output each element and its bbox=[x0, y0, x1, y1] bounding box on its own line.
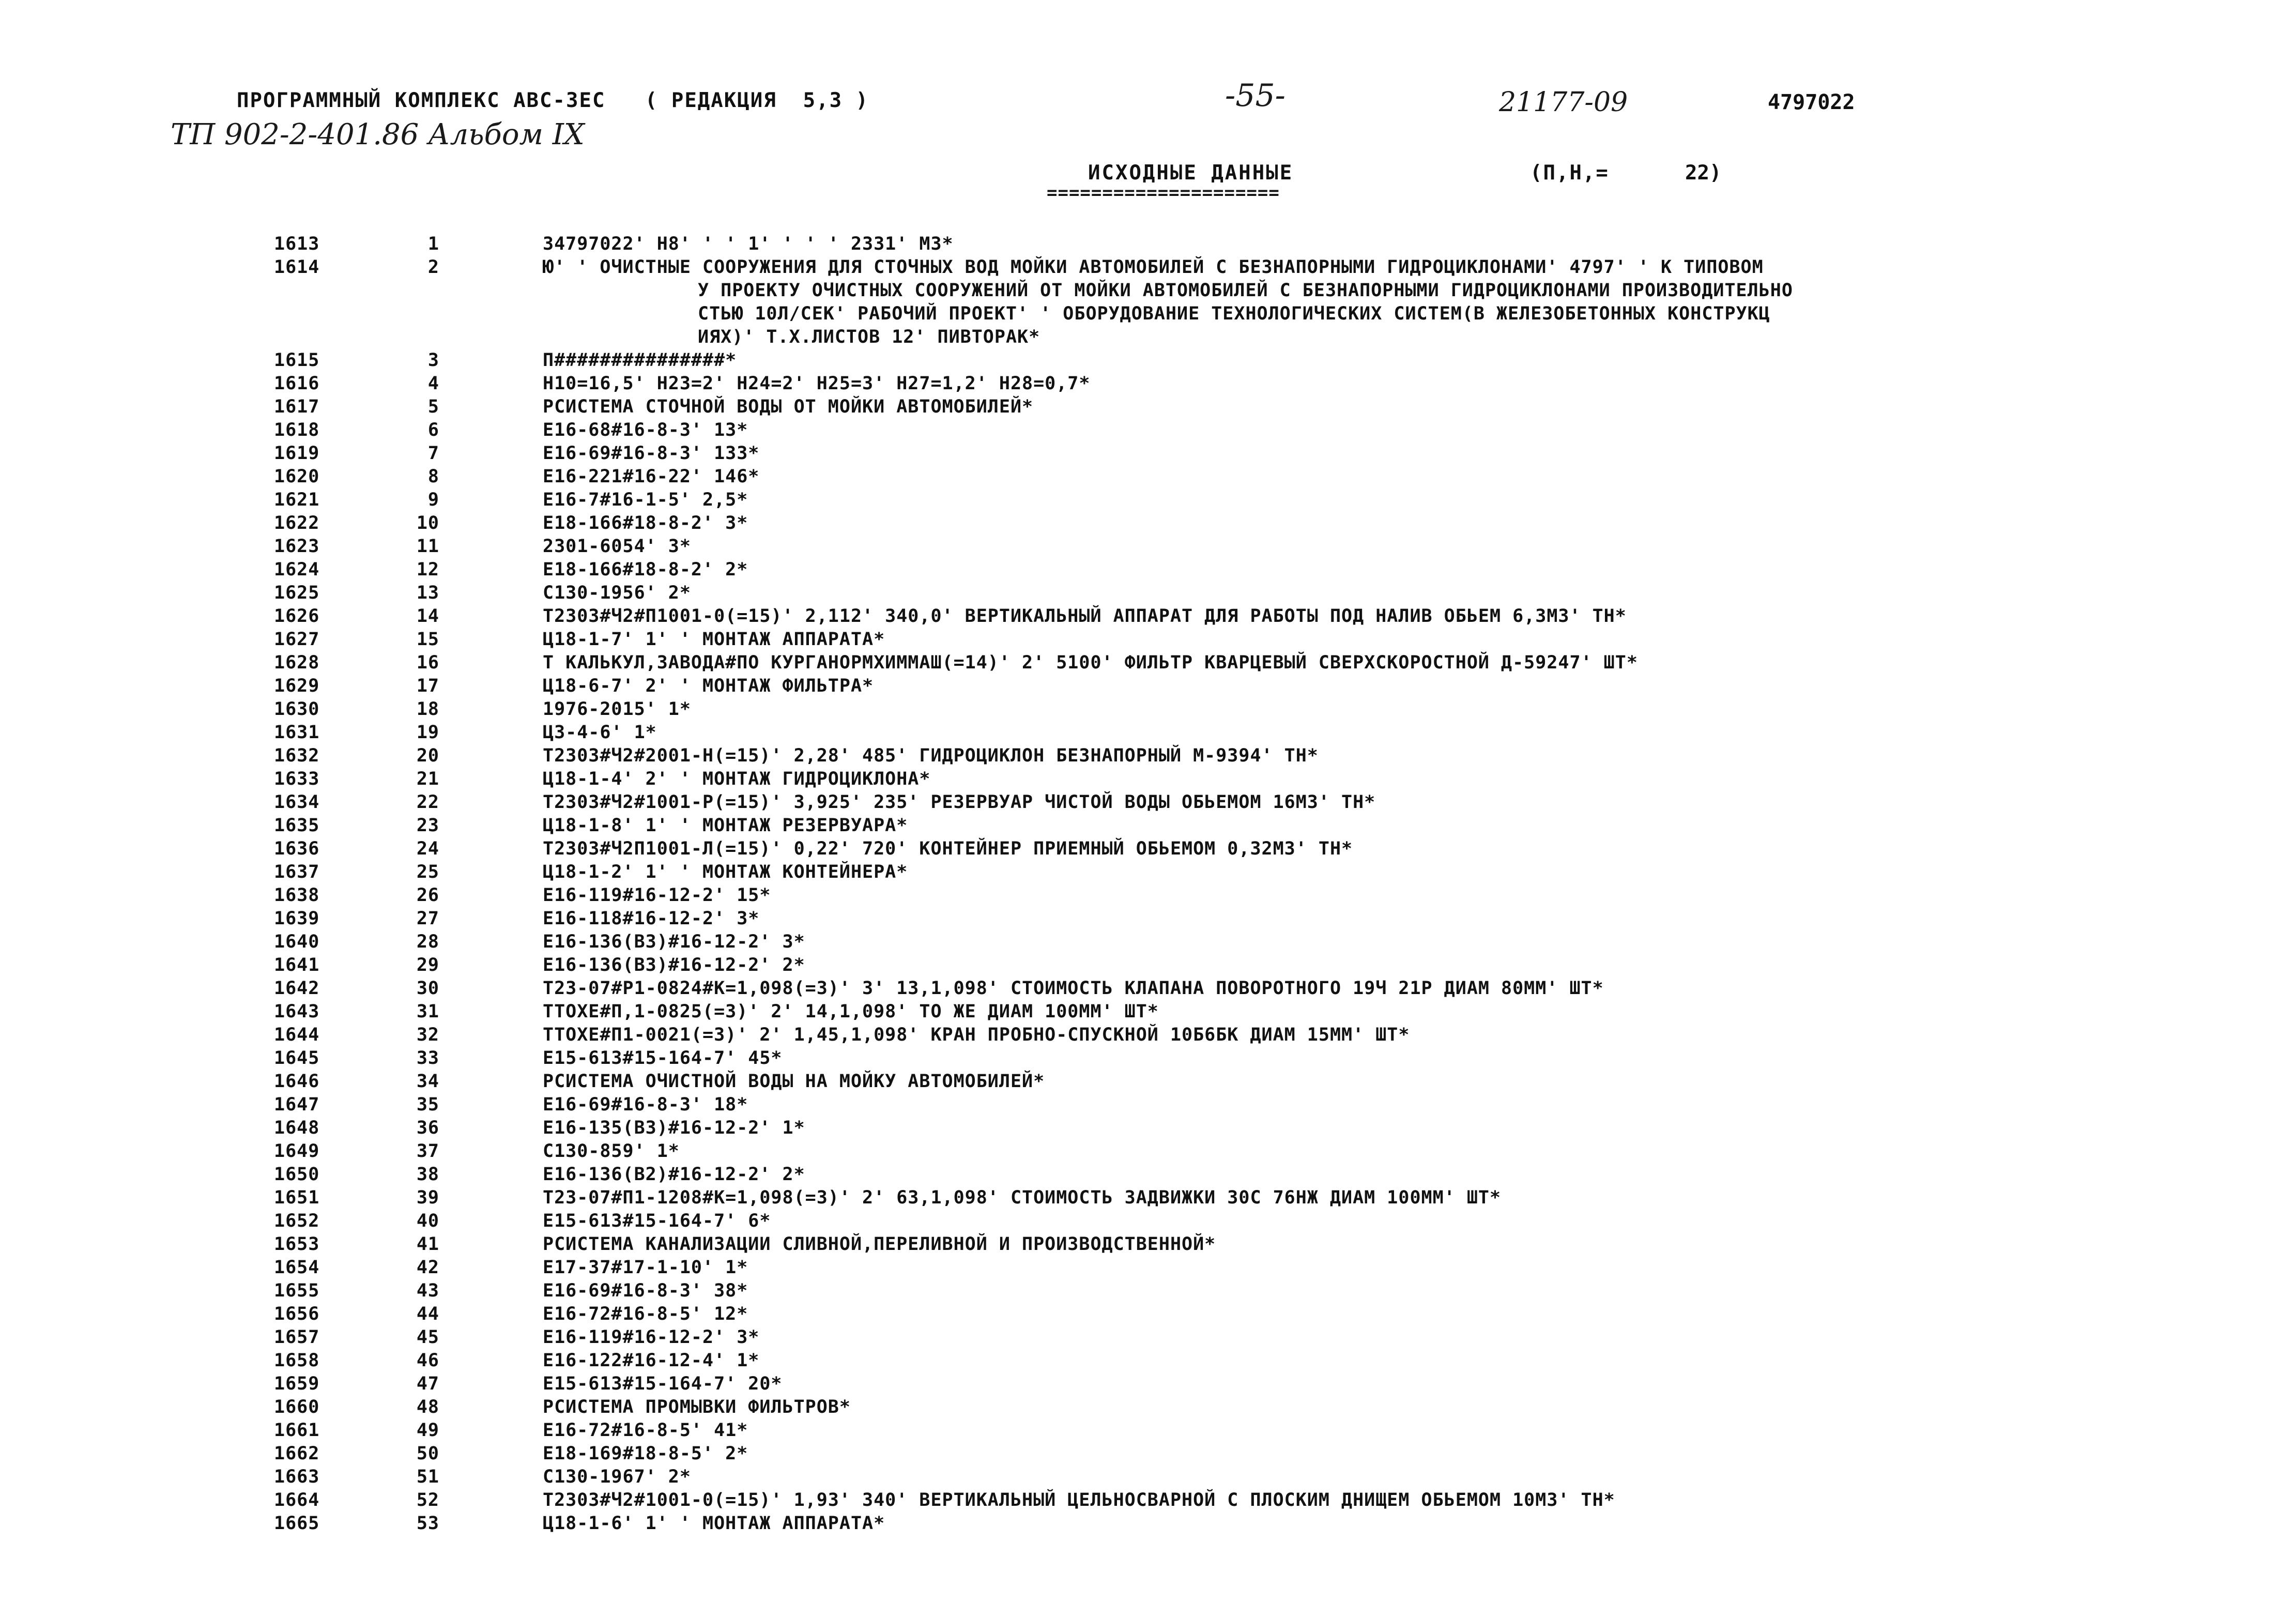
record-text-line: 1976-2015' 1* bbox=[543, 699, 691, 720]
line-index: 21 bbox=[416, 769, 439, 789]
line-index: 28 bbox=[416, 932, 439, 952]
record-text bbox=[543, 1349, 2109, 1372]
listing-row bbox=[0, 582, 2296, 605]
line-index: 27 bbox=[416, 908, 439, 929]
record-text-line: РСИСТЕМА ОЧИСТНОЙ ВОДЫ НА МОЙКУ АВТОМОБИЛЕЙ* bbox=[543, 1071, 1045, 1092]
line-index: 38 bbox=[416, 1164, 439, 1185]
record-text bbox=[543, 768, 2109, 791]
record-text bbox=[543, 1419, 2109, 1442]
record-text-line: Е16-119#16-12-2' 3* bbox=[543, 1327, 760, 1348]
line-index: 11 bbox=[416, 536, 439, 557]
line-index: 19 bbox=[416, 722, 439, 743]
record-text-line: Н10=16,5' Н23=2' Н24=2' Н25=3' Н27=1,2' Н28=0,7* bbox=[543, 373, 1091, 394]
listing-row bbox=[0, 884, 2296, 907]
record-number: 1630 bbox=[274, 699, 320, 720]
record-text bbox=[543, 1466, 2109, 1489]
record-number: 1625 bbox=[274, 583, 320, 603]
record-number: 1617 bbox=[274, 396, 320, 417]
record-text bbox=[543, 675, 2109, 698]
line-index: 20 bbox=[416, 745, 439, 766]
record-number: 1619 bbox=[274, 443, 320, 464]
record-text bbox=[543, 1326, 2109, 1349]
record-text bbox=[543, 1140, 2109, 1163]
line-index: 1 bbox=[427, 234, 439, 254]
line-index: 48 bbox=[416, 1397, 439, 1417]
record-text bbox=[543, 419, 2109, 442]
record-text bbox=[543, 349, 2109, 372]
line-index: 46 bbox=[416, 1350, 439, 1371]
record-text bbox=[543, 372, 2109, 395]
record-text-continuation: СТЬЮ 10Л/СЕК' РАБОЧИЙ ПРОЕКТ' ' ОБОРУДОВАНИЕ ТЕХНОЛОГИЧЕСКИХ СИСТЕМ(В ЖЕЛЕЗОБЕТОННЫХ КОНСТРУКЦ bbox=[698, 303, 1770, 324]
record-number: 1636 bbox=[274, 838, 320, 859]
listing-row bbox=[0, 1186, 2296, 1210]
page-number: -55- bbox=[1225, 78, 1285, 114]
record-number: 1613 bbox=[274, 234, 320, 254]
listing-row bbox=[0, 489, 2296, 512]
record-number: 1641 bbox=[274, 955, 320, 975]
listing-row bbox=[0, 1419, 2296, 1442]
line-index: 32 bbox=[416, 1025, 439, 1045]
record-text-line: Е15-613#15-164-7' 6* bbox=[543, 1211, 771, 1231]
record-text-line: Т2303#Ч2П1001-Л(=15)' 0,22' 720' КОНТЕЙНЕР ПРИЕМНЫЙ ОБЬЕМОМ 0,32М3' ТН* bbox=[543, 838, 1353, 859]
line-index: 25 bbox=[416, 862, 439, 882]
record-text-line: Е17-37#17-1-10' 1* bbox=[543, 1257, 748, 1278]
record-text bbox=[543, 1117, 2109, 1140]
listing-row bbox=[0, 1093, 2296, 1117]
record-number: 1623 bbox=[274, 536, 320, 557]
record-text-line: Е16-69#16-8-3' 18* bbox=[543, 1094, 748, 1115]
listing-row bbox=[0, 1256, 2296, 1279]
record-text-line: Е18-166#18-8-2' 3* bbox=[543, 513, 748, 533]
listing-row bbox=[0, 628, 2296, 651]
record-number: 1651 bbox=[274, 1187, 320, 1208]
record-text-line: Е16-69#16-8-3' 133* bbox=[543, 443, 760, 464]
line-index: 33 bbox=[416, 1048, 439, 1069]
record-text bbox=[543, 977, 2109, 1000]
record-text-line: Т КАЛЬКУЛ,ЗАВОДА#ПО КУРГАНОРМХИММАШ(=14)' 2' 5100' ФИЛЬТР КВАРЦЕВЫЙ СВЕРХСКОРОСТНОЙ Д-59247' ШТ* bbox=[543, 652, 1638, 673]
record-number: 1640 bbox=[274, 932, 320, 952]
line-index: 23 bbox=[416, 815, 439, 836]
record-text-line: Ц3-4-6' 1* bbox=[543, 722, 657, 743]
record-text-line: С130-1967' 2* bbox=[543, 1467, 691, 1487]
record-text-line: Е16-135(В3)#16-12-2' 1* bbox=[543, 1118, 805, 1138]
record-text bbox=[543, 558, 2109, 582]
line-index: 8 bbox=[427, 466, 439, 487]
line-index: 16 bbox=[416, 652, 439, 673]
listing-row bbox=[0, 558, 2296, 582]
listing-row bbox=[0, 1442, 2296, 1466]
line-index: 45 bbox=[416, 1327, 439, 1348]
record-text bbox=[543, 721, 2109, 744]
record-text bbox=[543, 954, 2109, 977]
record-number: 1643 bbox=[274, 1001, 320, 1022]
record-text-line: Е16-68#16-8-3' 13* bbox=[543, 420, 748, 440]
listing-row bbox=[0, 1372, 2296, 1396]
record-text-line: Е18-166#18-8-2' 2* bbox=[543, 559, 748, 580]
record-text-line: С130-1956' 2* bbox=[543, 583, 691, 603]
line-index: 24 bbox=[416, 838, 439, 859]
record-text-line: Е16-136(В2)#16-12-2' 2* bbox=[543, 1164, 805, 1185]
record-number: 1665 bbox=[274, 1513, 320, 1534]
record-number: 1626 bbox=[274, 606, 320, 627]
line-index: 35 bbox=[416, 1094, 439, 1115]
line-index: 49 bbox=[416, 1420, 439, 1441]
record-text-continuation: ИЯХ)' Т.Х.ЛИСТОВ 12' ПИВТОРАК* bbox=[698, 327, 1040, 347]
listing-row bbox=[0, 651, 2296, 675]
record-text-line: Ц18-1-4' 2' ' МОНТАЖ ГИДРОЦИКЛОНА* bbox=[543, 769, 931, 789]
listing-row bbox=[0, 721, 2296, 744]
record-number: 1652 bbox=[274, 1211, 320, 1231]
record-text-line: Е16-136(В3)#16-12-2' 2* bbox=[543, 955, 805, 975]
line-index: 43 bbox=[416, 1280, 439, 1301]
record-text-line: П###############* bbox=[543, 350, 737, 371]
pn-value: 22) bbox=[1685, 161, 1722, 185]
listing-row bbox=[0, 1466, 2296, 1489]
record-text bbox=[543, 1186, 2109, 1210]
record-number: 1656 bbox=[274, 1304, 320, 1324]
record-text bbox=[543, 907, 2109, 930]
listing-row bbox=[0, 465, 2296, 489]
line-index: 47 bbox=[416, 1373, 439, 1394]
line-index: 9 bbox=[427, 490, 439, 510]
record-text-line: РСИСТЕМА КАНАЛИЗАЦИИ СЛИВНОЙ,ПЕРЕЛИВНОЙ И ПРОИЗВОДСТВЕННОЙ* bbox=[543, 1234, 1216, 1255]
record-text-line: Е16-118#16-12-2' 3* bbox=[543, 908, 760, 929]
record-text-line: Т23-07#П1-1208#К=1,098(=3)' 2' 63,1,098' СТОИМОСТЬ ЗАДВИЖКИ 30С 76НЖ ДИАМ 100ММ' ШТ* bbox=[543, 1187, 1502, 1208]
record-number: 1628 bbox=[274, 652, 320, 673]
record-number: 1616 bbox=[274, 373, 320, 394]
listing-row bbox=[0, 744, 2296, 768]
record-text-line: Ц18-1-7' 1' ' МОНТАЖ АППАРАТА* bbox=[543, 629, 885, 650]
record-text bbox=[543, 465, 2109, 489]
listing-row bbox=[0, 1279, 2296, 1303]
record-text bbox=[543, 930, 2109, 954]
title-underline: ===================== bbox=[1047, 182, 1280, 203]
listing-row bbox=[0, 395, 2296, 419]
line-index: 29 bbox=[416, 955, 439, 975]
listing-row bbox=[0, 675, 2296, 698]
record-text bbox=[543, 1093, 2109, 1117]
line-index: 15 bbox=[416, 629, 439, 650]
record-text bbox=[543, 1442, 2109, 1466]
record-text-line: 34797022' Н8' ' ' 1' ' ' ' 2331' М3* bbox=[543, 234, 954, 254]
record-number: 1654 bbox=[274, 1257, 320, 1278]
record-text-line: ТТОХЕ#П1-0021(=3)' 2' 1,45,1,098' КРАН ПРОБНО-СПУСКНОЙ 10Б6БК ДИАМ 15ММ' ШТ* bbox=[543, 1025, 1410, 1045]
listing-row bbox=[0, 1163, 2296, 1186]
record-text-line: 2301-6054' 3* bbox=[543, 536, 691, 557]
listing-row bbox=[0, 954, 2296, 977]
listing-row bbox=[0, 837, 2296, 861]
record-text bbox=[543, 442, 2109, 465]
listing-row bbox=[0, 1303, 2296, 1326]
listing-row bbox=[0, 1070, 2296, 1093]
record-text bbox=[543, 698, 2109, 721]
listing-row bbox=[0, 1117, 2296, 1140]
record-text-line: Е16-122#16-12-4' 1* bbox=[543, 1350, 760, 1371]
document-code: 4797022 bbox=[1768, 90, 1855, 114]
record-text bbox=[543, 791, 2109, 814]
listing-row bbox=[0, 698, 2296, 721]
record-text bbox=[543, 837, 2109, 861]
line-index: 12 bbox=[416, 559, 439, 580]
record-text bbox=[543, 884, 2109, 907]
record-text bbox=[543, 395, 2109, 419]
record-text-line: Т23-07#Р1-0824#К=1,098(=3)' 3' 13,1,098' СТОИМОСТЬ КЛАПАНА ПОВОРОТНОГО 19Ч 21Р ДИАМ 80ММ' ШТ* bbox=[543, 978, 1604, 999]
listing-row bbox=[0, 1512, 2296, 1535]
line-index: 10 bbox=[416, 513, 439, 533]
listing-row bbox=[0, 791, 2296, 814]
line-index: 2 bbox=[427, 257, 439, 278]
line-index: 3 bbox=[427, 350, 439, 371]
record-text bbox=[543, 861, 2109, 884]
listing-row bbox=[0, 1000, 2296, 1024]
line-index: 31 bbox=[416, 1001, 439, 1022]
listing-row bbox=[0, 930, 2296, 954]
record-number: 1615 bbox=[274, 350, 320, 371]
listing-row bbox=[0, 256, 2296, 349]
record-text bbox=[543, 582, 2109, 605]
record-number: 1620 bbox=[274, 466, 320, 487]
line-index: 22 bbox=[416, 792, 439, 813]
section-title: ИСХОДНЫЕ ДАННЫЕ bbox=[1088, 161, 1294, 185]
record-number: 1618 bbox=[274, 420, 320, 440]
record-text bbox=[543, 1512, 2109, 1535]
record-number: 1657 bbox=[274, 1327, 320, 1348]
record-text bbox=[543, 1396, 2109, 1419]
record-number: 1614 bbox=[274, 257, 320, 278]
record-text bbox=[543, 1210, 2109, 1233]
record-text bbox=[543, 1372, 2109, 1396]
record-text bbox=[543, 744, 2109, 768]
record-text-line: Ю' ' ОЧИСТНЫЕ СООРУЖЕНИЯ ДЛЯ СТОЧНЫХ ВОД МОЙКИ АВТОМОБИЛЕЙ С БЕЗНАПОРНЫМИ ГИДРОЦИКЛОНАМИ' 4797' ' К ТИПОВОМ bbox=[543, 257, 1764, 278]
listing-row bbox=[0, 1326, 2296, 1349]
record-text-continuation: У ПРОЕКТУ ОЧИСТНЫХ СООРУЖЕНИЙ ОТ МОЙКИ АВТОМОБИЛЕЙ С БЕЗНАПОРНЫМИ ГИДРОЦИКЛОНАМИ ПРОИЗВОДИТЕЛЬНО bbox=[698, 280, 1793, 301]
record-text bbox=[543, 489, 2109, 512]
record-text-line: Ц18-1-8' 1' ' МОНТАЖ РЕЗЕРВУАРА* bbox=[543, 815, 908, 836]
record-number: 1642 bbox=[274, 978, 320, 999]
record-text-line: ТТОХЕ#П,1-0825(=3)' 2' 14,1,098' ТО ЖЕ ДИАМ 100ММ' ШТ* bbox=[543, 1001, 1159, 1022]
record-text bbox=[543, 1279, 2109, 1303]
listing-row bbox=[0, 442, 2296, 465]
record-text bbox=[543, 1070, 2109, 1093]
line-index: 26 bbox=[416, 885, 439, 906]
listing-row bbox=[0, 1047, 2296, 1070]
record-number: 1661 bbox=[274, 1420, 320, 1441]
record-text bbox=[543, 1024, 2109, 1047]
record-text-line: Е16-72#16-8-5' 12* bbox=[543, 1304, 748, 1324]
record-text-line: Е18-169#18-8-5' 2* bbox=[543, 1443, 748, 1464]
record-number: 1621 bbox=[274, 490, 320, 510]
data-listing bbox=[0, 233, 2296, 1535]
listing-row bbox=[0, 1233, 2296, 1256]
record-text-line: Т2303#Ч2#П1001-0(=15)' 2,112' 340,0' ВЕРТИКАЛЬНЫЙ АППАРАТ ДЛЯ РАБОТЫ ПОД НАЛИВ ОБЬЕМ 6,3М3' ТН* bbox=[543, 606, 1627, 627]
listing-row bbox=[0, 372, 2296, 395]
line-index: 40 bbox=[416, 1211, 439, 1231]
record-number: 1648 bbox=[274, 1118, 320, 1138]
listing-row bbox=[0, 1210, 2296, 1233]
line-index: 5 bbox=[427, 396, 439, 417]
listing-row bbox=[0, 907, 2296, 930]
line-index: 34 bbox=[416, 1071, 439, 1092]
line-index: 6 bbox=[427, 420, 439, 440]
listing-row bbox=[0, 605, 2296, 628]
record-text bbox=[543, 1047, 2109, 1070]
record-number: 1663 bbox=[274, 1467, 320, 1487]
record-text bbox=[543, 605, 2109, 628]
listing-row bbox=[0, 349, 2296, 372]
record-number: 1645 bbox=[274, 1048, 320, 1069]
record-text bbox=[543, 535, 2109, 558]
record-text bbox=[543, 1163, 2109, 1186]
record-text bbox=[543, 1489, 2109, 1512]
listing-row bbox=[0, 1489, 2296, 1512]
record-text bbox=[543, 1303, 2109, 1326]
record-number: 1627 bbox=[274, 629, 320, 650]
record-number: 1646 bbox=[274, 1071, 320, 1092]
record-text bbox=[543, 814, 2109, 837]
line-index: 44 bbox=[416, 1304, 439, 1324]
line-index: 13 bbox=[416, 583, 439, 603]
record-text bbox=[543, 233, 2109, 256]
record-text-line: Ц18-6-7' 2' ' МОНТАЖ ФИЛЬТРА* bbox=[543, 676, 874, 696]
record-number: 1631 bbox=[274, 722, 320, 743]
listing-row bbox=[0, 419, 2296, 442]
record-number: 1634 bbox=[274, 792, 320, 813]
record-number: 1622 bbox=[274, 513, 320, 533]
record-text-line: Е16-72#16-8-5' 41* bbox=[543, 1420, 748, 1441]
record-number: 1650 bbox=[274, 1164, 320, 1185]
listing-row bbox=[0, 535, 2296, 558]
line-index: 37 bbox=[416, 1141, 439, 1162]
program-header: ПРОГРАММНЫЙ КОМПЛЕКС АВС-3ЕС ( РЕДАКЦИЯ 5,3 ) bbox=[237, 89, 869, 112]
record-number: 1632 bbox=[274, 745, 320, 766]
record-number: 1629 bbox=[274, 676, 320, 696]
line-index: 4 bbox=[427, 373, 439, 394]
line-index: 53 bbox=[416, 1513, 439, 1534]
record-number: 1637 bbox=[274, 862, 320, 882]
line-index: 18 bbox=[416, 699, 439, 720]
pn-label: (П,Н,= bbox=[1530, 161, 1609, 185]
record-number: 1644 bbox=[274, 1025, 320, 1045]
record-text bbox=[543, 512, 2109, 535]
record-number: 1649 bbox=[274, 1141, 320, 1162]
listing-row bbox=[0, 977, 2296, 1000]
record-number: 1638 bbox=[274, 885, 320, 906]
listing-row bbox=[0, 233, 2296, 256]
record-text-line: Т2303#Ч2#2001-Н(=15)' 2,28' 485' ГИДРОЦИКЛОН БЕЗНАПОРНЫЙ М-9394' ТН* bbox=[543, 745, 1319, 766]
record-number: 1664 bbox=[274, 1490, 320, 1510]
record-number: 1633 bbox=[274, 769, 320, 789]
line-index: 50 bbox=[416, 1443, 439, 1464]
record-text-line: Е15-613#15-164-7' 45* bbox=[543, 1048, 783, 1069]
record-text-line: РСИСТЕМА СТОЧНОЙ ВОДЫ ОТ МОЙКИ АВТОМОБИЛЕЙ* bbox=[543, 396, 1034, 417]
record-text-line: Ц18-1-6' 1' ' МОНТАЖ АППАРАТА* bbox=[543, 1513, 885, 1534]
record-number: 1659 bbox=[274, 1373, 320, 1394]
line-index: 51 bbox=[416, 1467, 439, 1487]
line-index: 36 bbox=[416, 1118, 439, 1138]
line-index: 14 bbox=[416, 606, 439, 627]
record-text bbox=[543, 651, 2109, 675]
record-number: 1660 bbox=[274, 1397, 320, 1417]
listing-row bbox=[0, 861, 2296, 884]
listing-row bbox=[0, 1349, 2296, 1372]
listing-row bbox=[0, 1024, 2296, 1047]
record-number: 1639 bbox=[274, 908, 320, 929]
record-text-line: Е15-613#15-164-7' 20* bbox=[543, 1373, 783, 1394]
line-index: 52 bbox=[416, 1490, 439, 1510]
line-index: 7 bbox=[427, 443, 439, 464]
record-text-line: Ц18-1-2' 1' ' МОНТАЖ КОНТЕЙНЕРА* bbox=[543, 862, 908, 882]
record-text-line: С130-859' 1* bbox=[543, 1141, 680, 1162]
listing-row bbox=[0, 512, 2296, 535]
record-text bbox=[543, 1233, 2109, 1256]
record-number: 1624 bbox=[274, 559, 320, 580]
record-text bbox=[543, 256, 2109, 349]
record-text bbox=[543, 1000, 2109, 1024]
album-reference: ТП 902-2-401.86 Альбом IX bbox=[171, 118, 585, 151]
listing-row bbox=[0, 768, 2296, 791]
record-text-line: Е16-221#16-22' 146* bbox=[543, 466, 760, 487]
line-index: 42 bbox=[416, 1257, 439, 1278]
line-index: 41 bbox=[416, 1234, 439, 1255]
record-text-line: Е16-7#16-1-5' 2,5* bbox=[543, 490, 748, 510]
record-number: 1655 bbox=[274, 1280, 320, 1301]
record-text-line: Т2303#Ч2#1001-Р(=15)' 3,925' 235' РЕЗЕРВУАР ЧИСТОЙ ВОДЫ ОБЬЕМОМ 16М3' ТН* bbox=[543, 792, 1376, 813]
record-number: 1635 bbox=[274, 815, 320, 836]
record-text-line: Е16-69#16-8-3' 38* bbox=[543, 1280, 748, 1301]
record-number: 1653 bbox=[274, 1234, 320, 1255]
record-number: 1647 bbox=[274, 1094, 320, 1115]
record-text-line: РСИСТЕМА ПРОМЫВКИ ФИЛЬТРОВ* bbox=[543, 1397, 851, 1417]
record-number: 1662 bbox=[274, 1443, 320, 1464]
record-text bbox=[543, 628, 2109, 651]
listing-row bbox=[0, 1396, 2296, 1419]
record-text-line: Е16-119#16-12-2' 15* bbox=[543, 885, 771, 906]
line-index: 30 bbox=[416, 978, 439, 999]
line-index: 39 bbox=[416, 1187, 439, 1208]
listing-row bbox=[0, 1140, 2296, 1163]
record-text bbox=[543, 1256, 2109, 1279]
line-index: 17 bbox=[416, 676, 439, 696]
document-number: 21177-09 bbox=[1499, 87, 1628, 118]
record-number: 1658 bbox=[274, 1350, 320, 1371]
record-text-line: Е16-136(В3)#16-12-2' 3* bbox=[543, 932, 805, 952]
record-text-line: Т2303#Ч2#1001-0(=15)' 1,93' 340' ВЕРТИКАЛЬНЫЙ ЦЕЛЬНОСВАРНОЙ С ПЛОСКИМ ДНИЩЕМ ОБЬЕМОМ 10М3' ТН* bbox=[543, 1490, 1615, 1510]
listing-row bbox=[0, 814, 2296, 837]
